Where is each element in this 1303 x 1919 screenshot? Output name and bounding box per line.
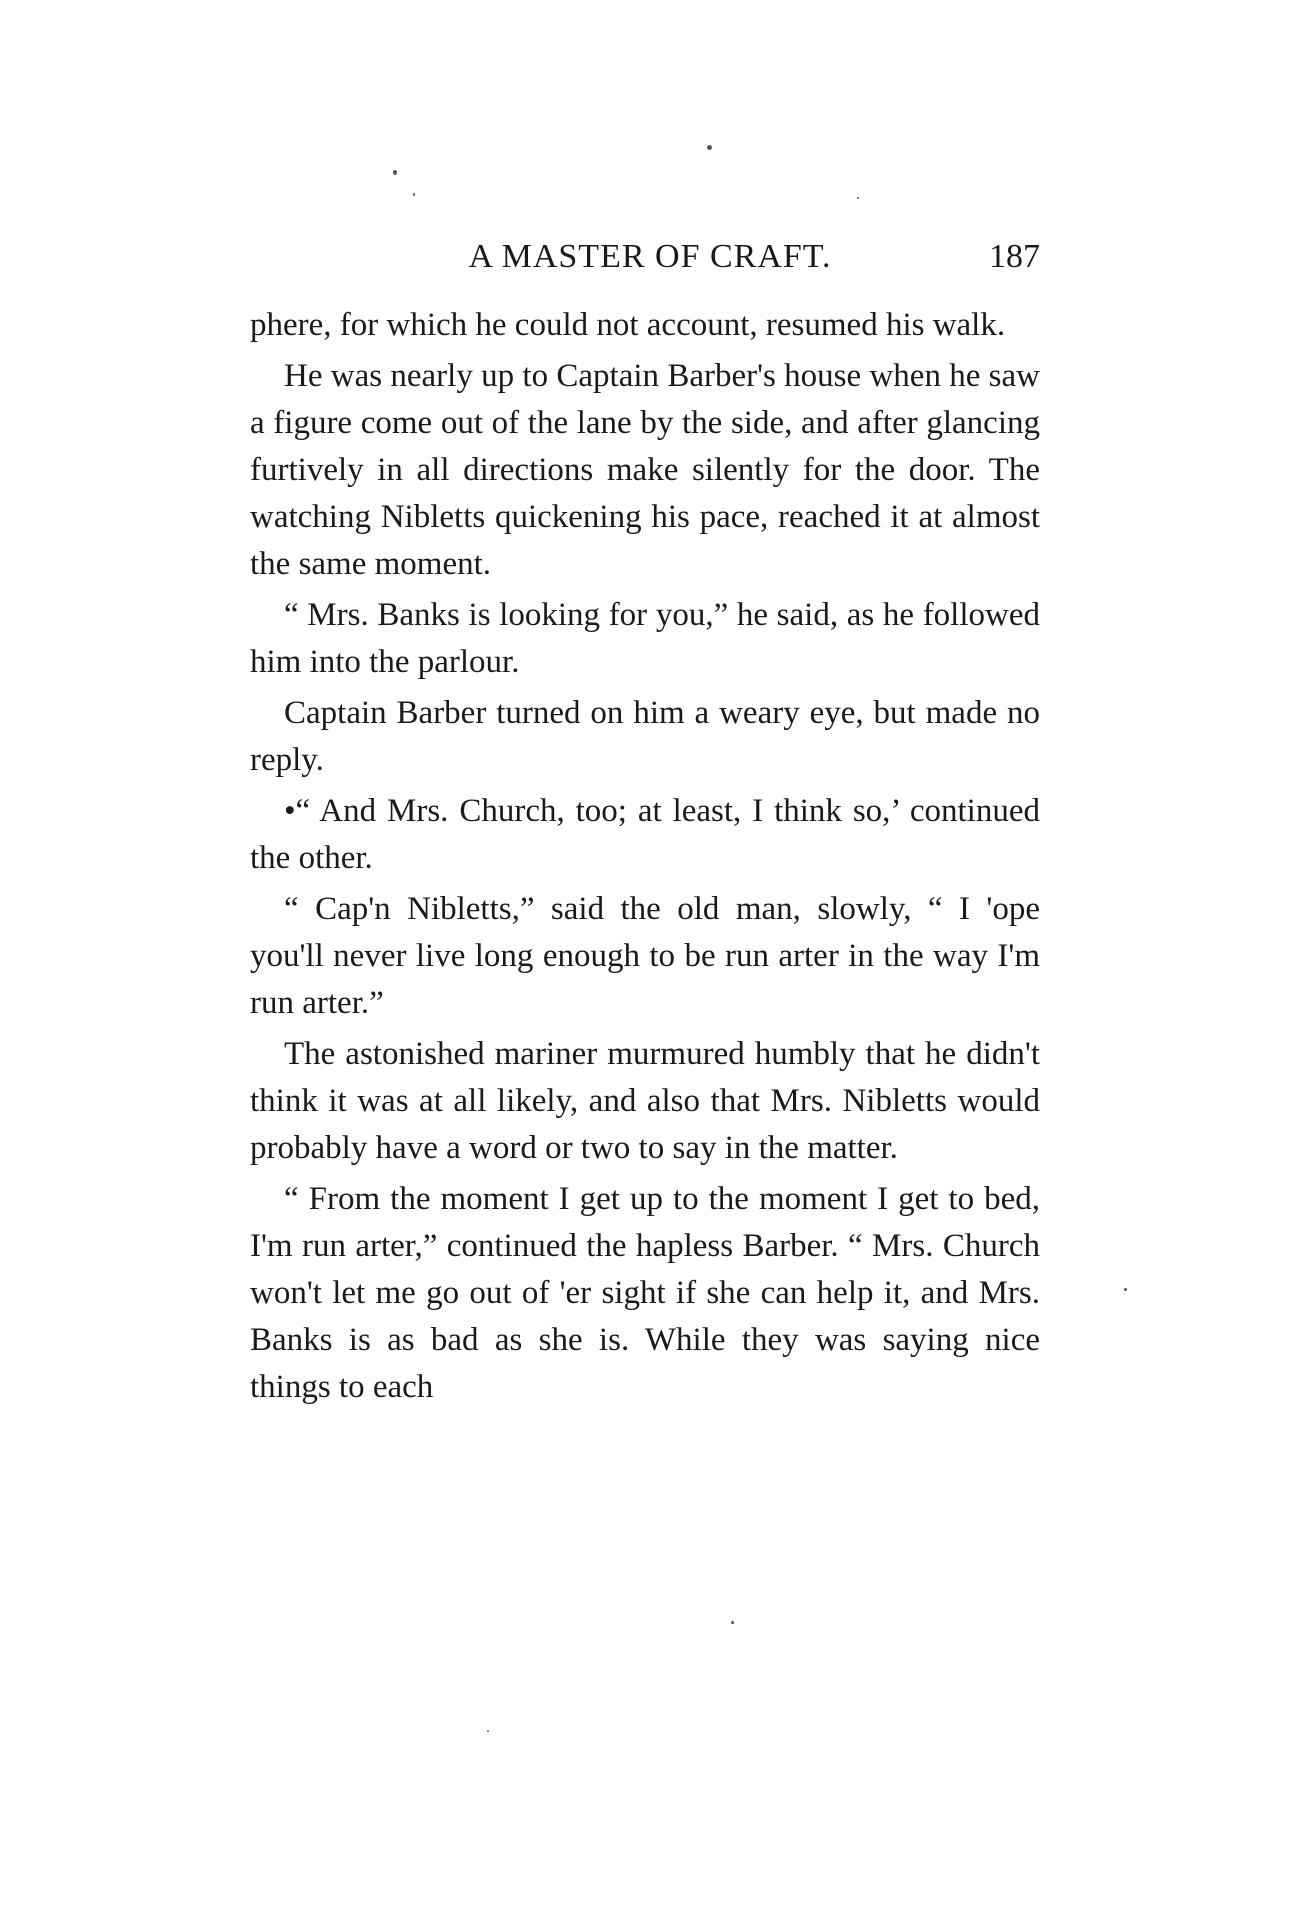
paragraph: phere, for which he could not account, resumed his walk. xyxy=(250,307,1006,343)
page-number: 187 xyxy=(989,238,1040,275)
paragraph: “ Cap'n Nibletts,” said the old man, slowly, “ I 'ope you'll never live long enough to be run arter in the way I'm run arter.” xyxy=(250,891,1040,1021)
paragraph: •“ And Mrs. Church, too; at least, I think so,’ continued the other. xyxy=(250,793,1040,876)
print-speck xyxy=(857,197,859,199)
print-speck xyxy=(487,1730,489,1732)
print-speck xyxy=(731,1621,734,1624)
running-header xyxy=(250,232,1040,282)
print-speck xyxy=(393,170,397,175)
paragraph: “ From the moment I get up to the moment I get to bed, I'm run arter,” continued the hapless Barber. “ Mrs. Church won't let me go out of 'er sight if she can help it, and Mrs. Banks is as bad as she is. While they was saying nice things to each xyxy=(250,1181,1040,1405)
print-speck xyxy=(1124,1288,1127,1291)
print-speck xyxy=(707,145,712,150)
running-title: A MASTER OF CRAFT. xyxy=(468,238,832,275)
print-speck xyxy=(413,193,415,196)
paragraph: Captain Barber turned on him a weary eye, but made no reply. xyxy=(250,695,1040,778)
body-text xyxy=(250,302,1040,1411)
paragraph: He was nearly up to Captain Barber's house when he saw a figure come out of the lane by the side, and after glancing furtively in all directions make silently for the door. The watching Nibletts quickening his pace, reached it at almost the same moment. xyxy=(250,358,1040,582)
paragraph: “ Mrs. Banks is looking for you,” he said, as he followed him into the parlour. xyxy=(250,597,1040,680)
paragraph: The astonished mariner murmured humbly that he didn't think it was at all likely, and also that Mrs. Nibletts would probably have a word or two to say in the matter. xyxy=(250,1036,1040,1166)
